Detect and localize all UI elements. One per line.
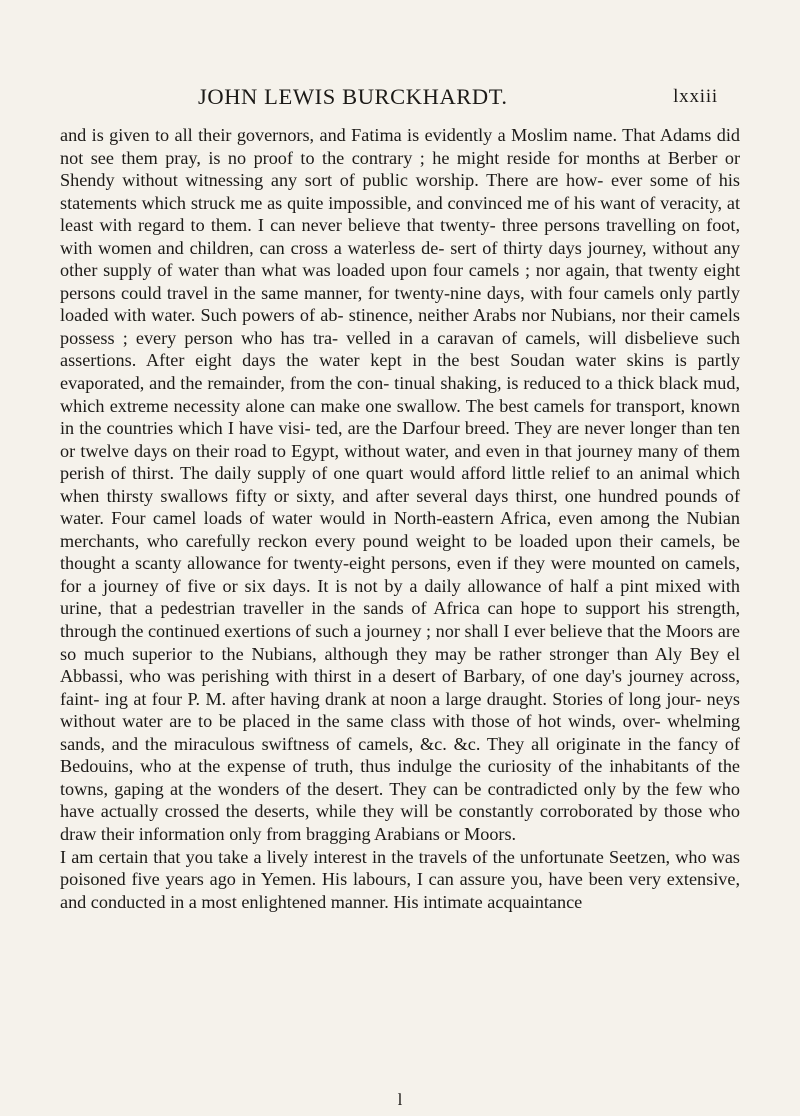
page-number: lxxiii [673, 86, 718, 107]
running-title: JOHN LEWIS BURCKHARDT. [198, 84, 508, 109]
signature-mark: l [397, 1090, 403, 1109]
running-head [198, 82, 718, 112]
body-text [60, 124, 740, 913]
paragraph-2: I am certain that you take a lively interest in the travels of the unfortunate Seetzen, who was poisoned five years ago in Yemen. His labours, I can assure you, have been very extensive, and conducted in a most enlightened manner. His intimate acquaintance [60, 846, 740, 912]
paragraph-1: and is given to all their governors, and Fatima is evidently a Moslim name. That Adams did not see them pray, is no proof to the contrary ; he might reside for months at Berber or Shendy without witnessing any sort of public worship. There are how- ever some of his statements which struck me as quite impossible, and convinced me of his want of veracity, at least with regard to them. I can never believe that twenty- three persons travelling on foot, with women and children, can cross a waterless de- sert of thirty days journey, without any other supply of water than what was loaded upon four camels ; nor again, that twenty eight persons could travel in the same manner, for twenty-nine days, with four camels only partly loaded with water. Such powers of ab- stinence, neither Arabs nor Nubians, nor their camels possess ; every person who has tra- velled in a caravan of camels, will disbelieve such assertions. After eight days the water kept in the best Soudan water skins is partly evaporated, and the remainder, from the con- tinual shaking, is reduced to a thick black mud, which extreme necessity alone can make one swallow. The best camels for transport, known in the countries which I have visi- ted, are the Darfour breed. They are never longer than ten or twelve days on their road to Egypt, without water, and even in that journey many of them perish of thirst. The daily supply of one quart would afford little relief to an animal which when thirsty swallows fifty or sixty, and after several days thirst, one hundred pounds of water. Four camel loads of water would in North-eastern Africa, even among the Nubian merchants, who carefully reckon every pound weight to be loaded upon their camels, be thought a scanty allowance for twenty-eight persons, even if they were mounted on camels, for a journey of five or six days. It is not by a daily allowance of half a pint mixed with urine, that a pedestrian traveller in the sands of Africa can hope to support his strength, through the continued exertions of such a journey ; nor shall I ever believe that the Moors are so much superior to the Nubians, although they may be rather stronger than Aly Bey el Abbassi, who was perishing with thirst in a desert of Barbary, of one day's journey across, faint- ing at four P. M. after having drank at noon a large draught. Stories of long jour- neys without water are to be placed in the same class with those of hot winds, over- whelming sands, and the miraculous swiftness of camels, &c. &c. They all originate in the fancy of Bedouins, who at the expense of truth, thus indulge the curiosity of the inhabitants of the towns, gaping at the wonders of the desert. They can be contradicted only by the few who have actually crossed the deserts, while they will be constantly corroborated by those who draw their information only from bragging Arabians or Moors. [60, 125, 740, 844]
